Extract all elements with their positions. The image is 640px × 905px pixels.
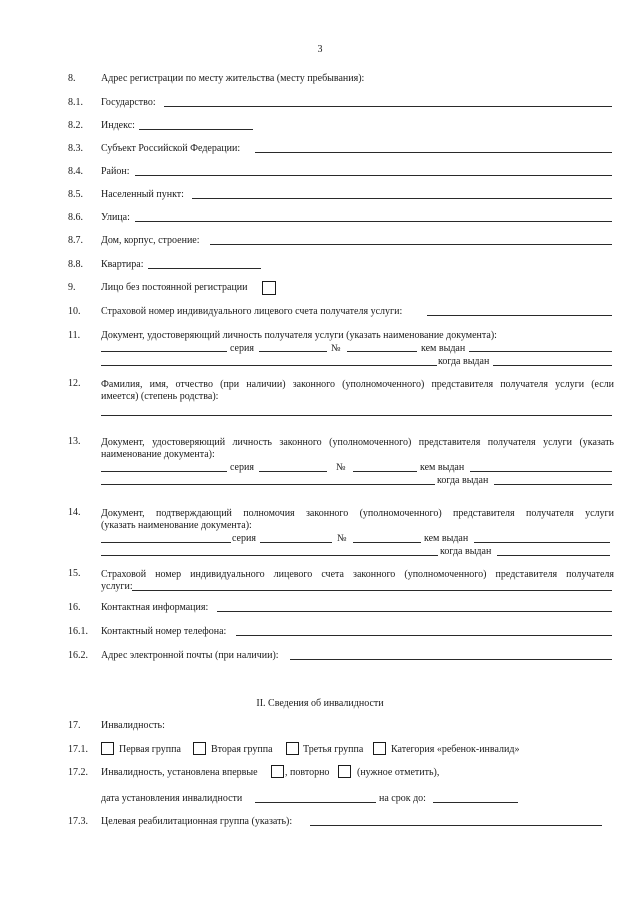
id-document-name-field[interactable] xyxy=(101,351,227,352)
repeated-checkbox[interactable] xyxy=(338,765,351,778)
rep-id-document-label-line2: наименование документа): xyxy=(101,449,215,460)
group-3-label: Третья группа xyxy=(303,744,364,755)
phone-label: Контактный номер телефона: xyxy=(101,626,227,637)
postal-index-label: Индекс: xyxy=(101,120,135,131)
country-field[interactable] xyxy=(164,106,612,107)
authority-document-name-field[interactable] xyxy=(101,542,231,543)
first-time-checkbox[interactable] xyxy=(271,765,284,778)
page-number: 3 xyxy=(317,44,323,55)
district-field[interactable] xyxy=(135,175,612,176)
disability-label: Инвалидность: xyxy=(101,720,165,731)
snils-label: Страховой номер индивидуального лицевого счета получателя услуги: xyxy=(101,306,403,317)
rep-id-issued-when-label: когда выдан xyxy=(437,475,489,486)
child-disabled-checkbox[interactable] xyxy=(373,742,386,755)
rep-snils-label-line2: услуги: xyxy=(101,581,133,592)
contact-info-label: Контактная информация: xyxy=(101,602,209,613)
disability-date-label: дата установления инвалидности xyxy=(101,793,243,804)
id-issued-when-field[interactable] xyxy=(493,365,612,366)
group-2-checkbox[interactable] xyxy=(193,742,206,755)
id-issued-when-label: когда выдан xyxy=(438,356,490,367)
item-8-2-number: 8.2. xyxy=(68,120,83,131)
contact-info-field[interactable] xyxy=(217,611,612,612)
authority-series-label: серия xyxy=(232,533,256,544)
authority-document-label-line2: (указать наименование документа): xyxy=(101,520,252,531)
email-label: Адрес электронной почты (при наличии): xyxy=(101,650,279,661)
authority-issued-by-field-2[interactable] xyxy=(101,555,438,556)
id-document-label: Документ, удостоверяющий личность получателя услуги (указать наименование документа): xyxy=(101,330,497,341)
authority-number-label: № xyxy=(337,533,347,544)
no-registration-checkbox[interactable] xyxy=(262,281,276,295)
section-2-title: II. Сведения об инвалидности xyxy=(256,698,384,709)
building-label: Дом, корпус, строение: xyxy=(101,235,200,246)
region-label: Субъект Российской Федерации: xyxy=(101,143,241,154)
id-number-field[interactable] xyxy=(347,351,417,352)
authority-series-field[interactable] xyxy=(260,542,332,543)
rep-snils-field[interactable] xyxy=(132,590,612,591)
rehab-group-field[interactable] xyxy=(310,825,602,826)
item-8-label: Адрес регистрации по месту жительства (месту пребывания): xyxy=(101,73,365,84)
email-field[interactable] xyxy=(290,659,612,660)
item-16-1-number: 16.1. xyxy=(68,626,88,637)
id-series-field[interactable] xyxy=(259,351,327,352)
item-17-2-number: 17.2. xyxy=(68,767,88,778)
rep-id-issued-by-label: кем выдан xyxy=(420,462,465,473)
phone-field[interactable] xyxy=(236,635,612,636)
disability-date-field[interactable] xyxy=(255,802,376,803)
item-8-7-number: 8.7. xyxy=(68,235,83,246)
authority-issued-by-label: кем выдан xyxy=(424,533,469,544)
rep-id-issued-when-field[interactable] xyxy=(494,484,612,485)
item-13-number: 13. xyxy=(68,436,81,447)
item-17-3-number: 17.3. xyxy=(68,816,88,827)
item-15-number: 15. xyxy=(68,568,81,579)
authority-issued-by-field[interactable] xyxy=(474,542,610,543)
rep-id-issued-by-field[interactable] xyxy=(470,471,612,472)
representative-name-label-line2: имеется) (степень родства): xyxy=(101,391,219,402)
select-note-label: (нужное отметить), xyxy=(357,767,440,778)
authority-issued-when-field[interactable] xyxy=(497,555,610,556)
item-8-4-number: 8.4. xyxy=(68,166,83,177)
item-11-number: 11. xyxy=(68,330,81,341)
term-until-field[interactable] xyxy=(433,802,518,803)
postal-index-field[interactable] xyxy=(139,129,253,130)
apartment-field[interactable] xyxy=(148,268,261,269)
no-registration-label: Лицо без постоянной регистрации xyxy=(101,282,248,293)
rep-id-document-name-field[interactable] xyxy=(101,471,227,472)
term-until-label: на срок до: xyxy=(379,793,426,804)
street-field[interactable] xyxy=(135,221,612,222)
street-label: Улица: xyxy=(101,212,130,223)
item-8-6-number: 8.6. xyxy=(68,212,83,223)
item-14-number: 14. xyxy=(68,507,81,518)
item-10-number: 10. xyxy=(68,306,81,317)
authority-issued-when-label: когда выдан xyxy=(440,546,492,557)
apartment-label: Квартира: xyxy=(101,259,144,270)
first-time-label: Инвалидность, установлена впервые xyxy=(101,767,258,778)
authority-document-label-line1: Документ, подтверждающий полномочия законного (уполномоченного) представителя получателя услуги xyxy=(101,508,614,519)
representative-name-field[interactable] xyxy=(101,415,612,416)
repeated-label: , повторно xyxy=(285,767,330,778)
item-8-3-number: 8.3. xyxy=(68,143,83,154)
item-16-2-number: 16.2. xyxy=(68,650,88,661)
item-8-1-number: 8.1. xyxy=(68,97,83,108)
id-issued-by-field-2[interactable] xyxy=(101,365,437,366)
child-disabled-label: Категория «ребенок-инвалид» xyxy=(391,744,520,755)
id-series-label: серия xyxy=(230,343,254,354)
item-8-number: 8. xyxy=(68,73,76,84)
group-3-checkbox[interactable] xyxy=(286,742,299,755)
group-1-checkbox[interactable] xyxy=(101,742,114,755)
item-16-number: 16. xyxy=(68,602,81,613)
item-8-5-number: 8.5. xyxy=(68,189,83,200)
rep-id-document-label-line1: Документ, удостоверяющий личность законного (уполномоченного) представителя получателя услуги (указать xyxy=(101,437,614,448)
locality-field[interactable] xyxy=(192,198,612,199)
item-17-1-number: 17.1. xyxy=(68,744,88,755)
rep-snils-label-line1: Страховой номер индивидуального лицевого счета законного (уполномоченного) представителя получателя xyxy=(101,569,614,580)
rep-id-issued-by-field-2[interactable] xyxy=(101,484,435,485)
rehab-group-label: Целевая реабилитационная группа (указать): xyxy=(101,816,293,827)
id-number-label: № xyxy=(331,343,341,354)
authority-number-field[interactable] xyxy=(353,542,421,543)
rep-id-number-label: № xyxy=(336,462,346,473)
item-9-number: 9. xyxy=(68,282,76,293)
group-2-label: Вторая группа xyxy=(211,744,273,755)
district-label: Район: xyxy=(101,166,130,177)
group-1-label: Первая группа xyxy=(119,744,181,755)
id-issued-by-field[interactable] xyxy=(469,351,612,352)
snils-field[interactable] xyxy=(427,315,612,316)
item-17-number: 17. xyxy=(68,720,81,731)
rep-id-number-field[interactable] xyxy=(353,471,417,472)
item-12-number: 12. xyxy=(68,378,81,389)
representative-name-label-line1: Фамилия, имя, отчество (при наличии) законного (уполномоченного) представителя получателя услуги (если xyxy=(101,379,614,390)
item-8-8-number: 8.8. xyxy=(68,259,83,270)
id-issued-by-label: кем выдан xyxy=(421,343,466,354)
building-field[interactable] xyxy=(210,244,612,245)
locality-label: Населенный пункт: xyxy=(101,189,184,200)
country-label: Государство: xyxy=(101,97,156,108)
region-field[interactable] xyxy=(255,152,612,153)
rep-id-series-field[interactable] xyxy=(259,471,327,472)
rep-id-series-label: серия xyxy=(230,462,254,473)
